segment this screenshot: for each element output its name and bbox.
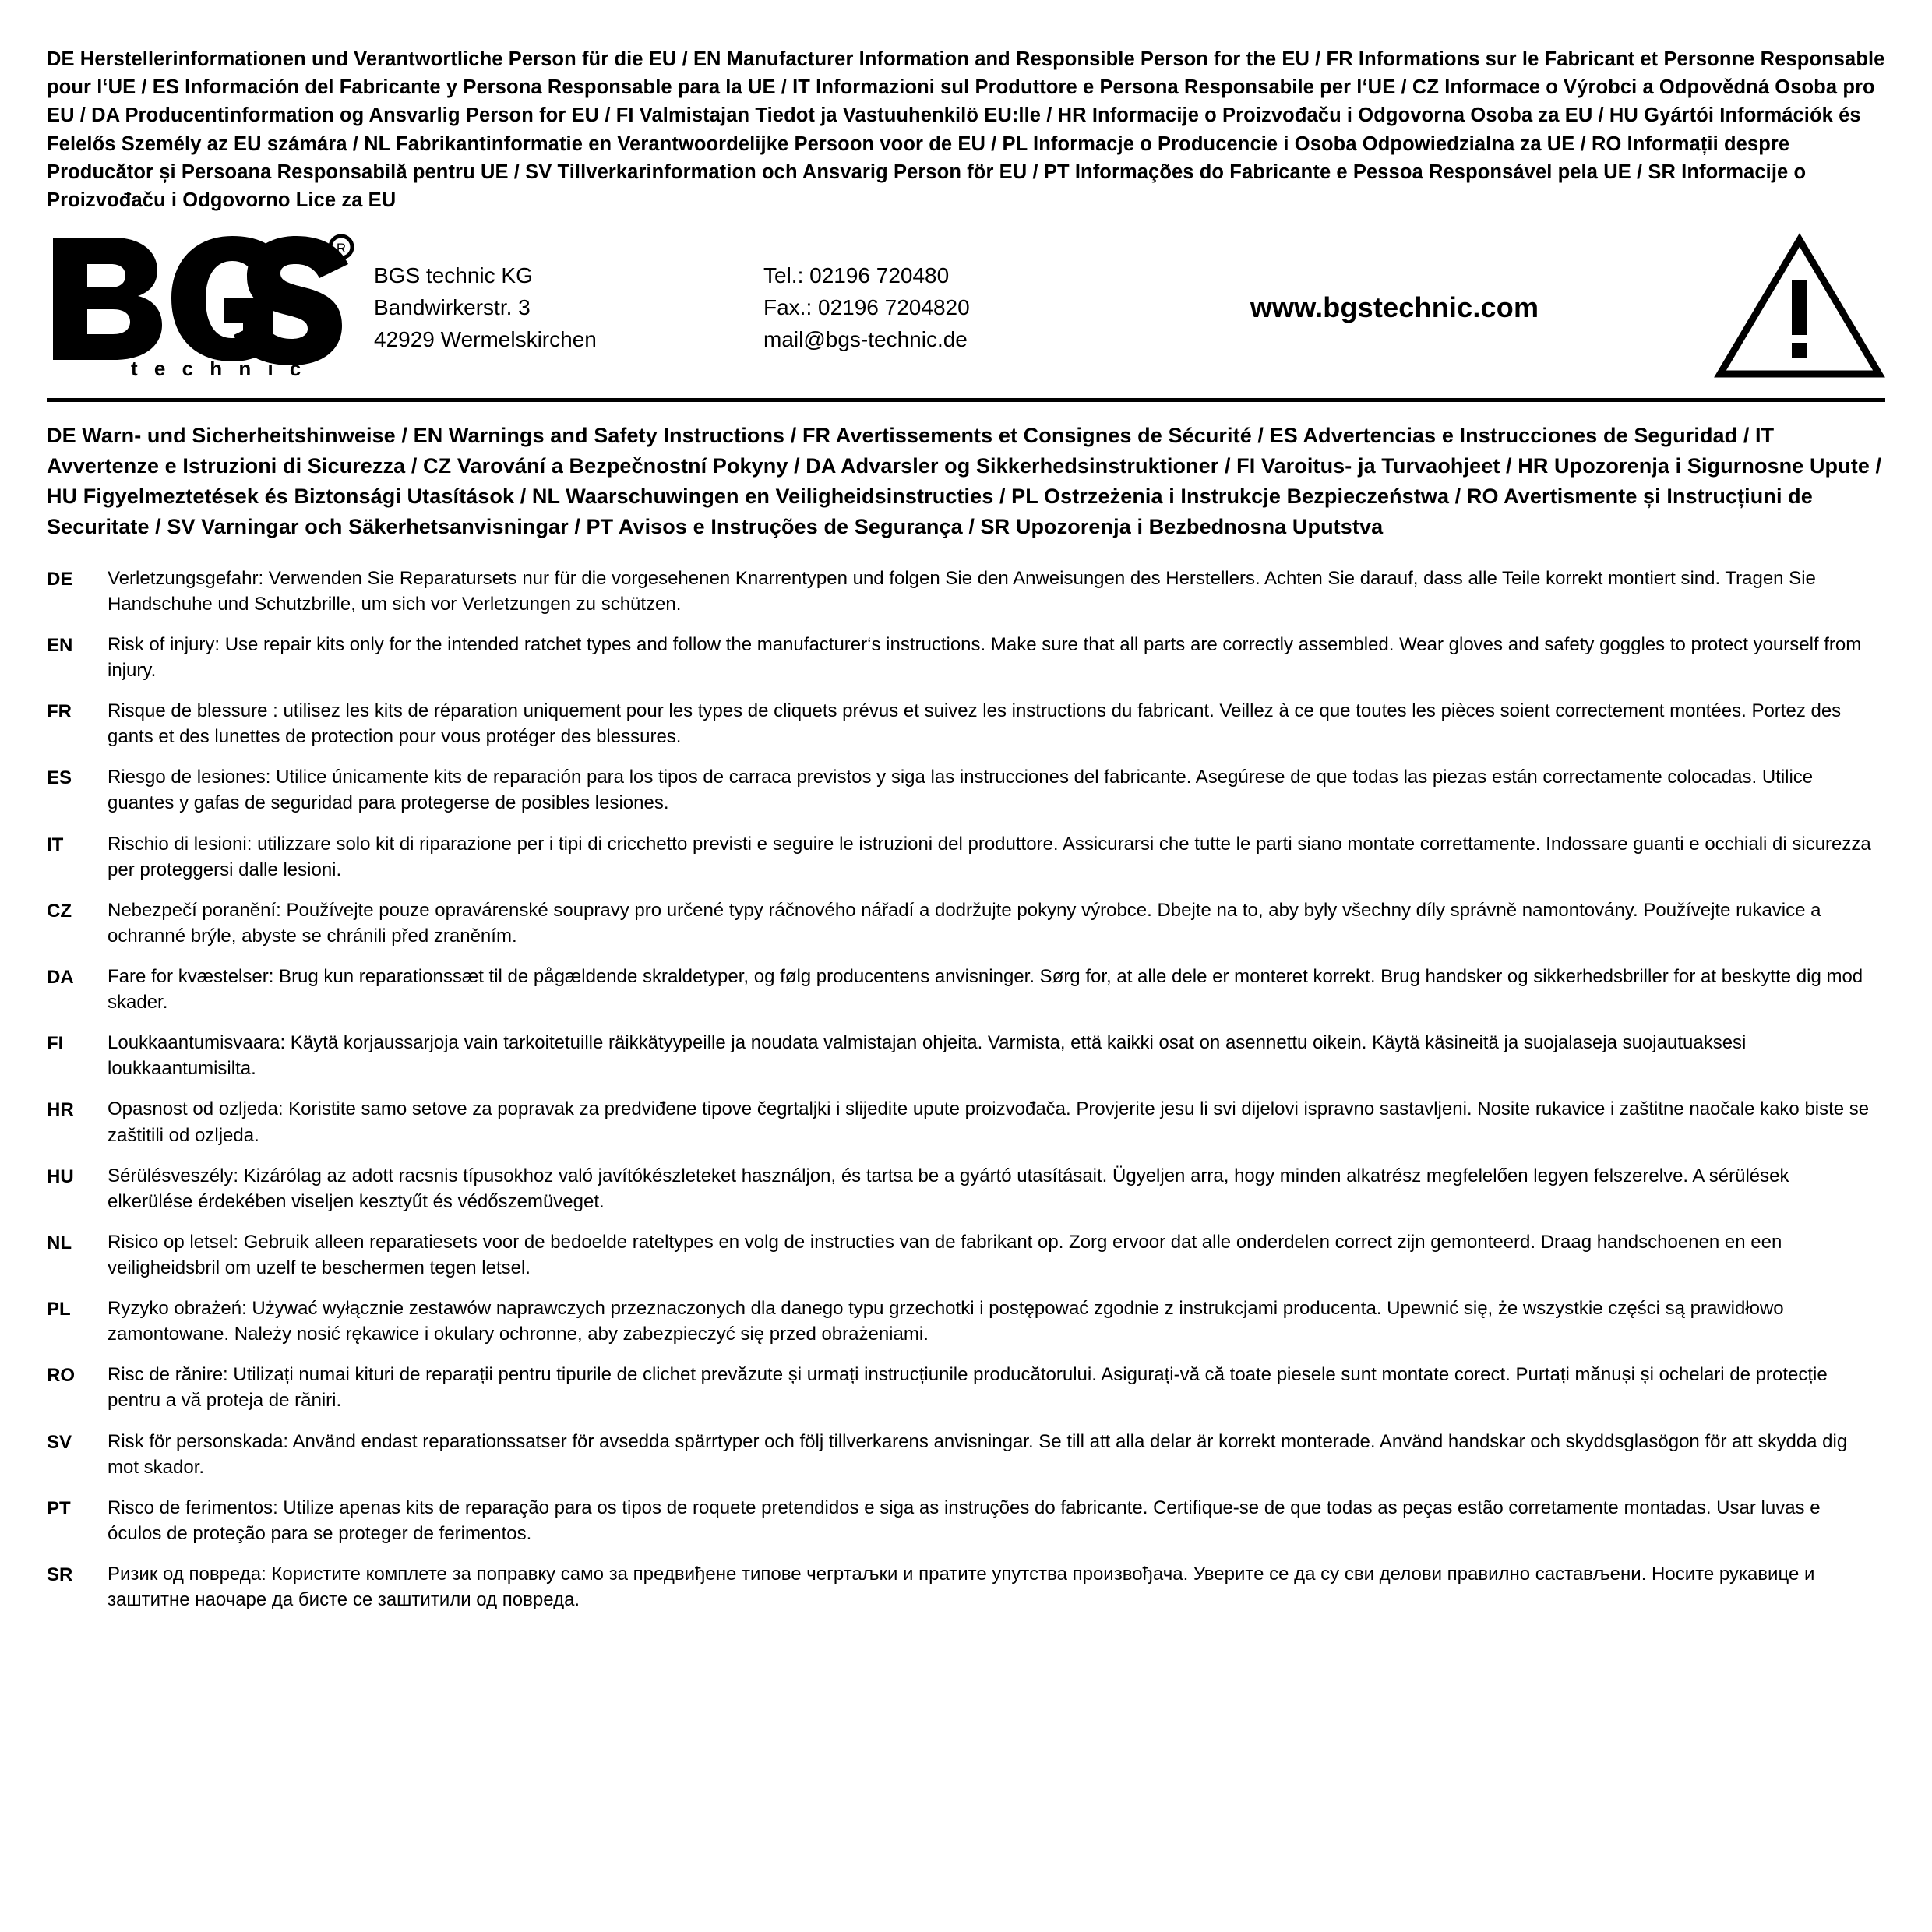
list-item [47,1362,1885,1413]
warning-triangle-svg [1714,232,1885,380]
list-item [47,964,1885,1015]
list-item [47,897,1885,949]
warning-text: Sérülésveszély: Kizárólag az adott racsnis típusokhoz való javítókészleteket használjon, és tartsa be a gyártó utasításait. Ügyeljen arra, hogy minden alkatrész megfelelően legyen felszerelve. A sérülések elkerülése érdekében viseljen kesztyűt és védőszemüveget. [108,1165,1789,1212]
list-item [47,1163,1885,1215]
company-email: mail@bgs-technic.de [763,326,968,351]
company-contact [763,257,1098,355]
list-item [47,1296,1885,1347]
language-code: ES [47,767,72,789]
list-item [47,1495,1885,1546]
warning-text: Ryzyko obrażeń: Używać wyłącznie zestawów naprawczych przeznaczonych dla danego typu grzechotki i postępować zgodnie z instrukcjami producenta. Upewnić się, że wszystkie części są prawidłowo zamontowane. Należy nosić rękawice i okulary ochronne, aby zabezpieczyć się przed obrażeniami. [108,1298,1784,1345]
warning-triangle-icon [1690,232,1885,380]
warning-text: Risco de ferimentos: Utilize apenas kits de reparação para os tipos de roquete pretendidos e siga as instruções do fabricante. Certifique-se de que todas as peças estão corretamente montadas. Usar luvas e óculos de proteção para se proteger de ferimentos. [108,1497,1821,1544]
company-street: Bandwirkerstr. 3 [374,294,531,319]
company-phone: Tel.: 02196 720480 [763,263,950,288]
bgs-logo-icon [47,231,358,368]
list-item [47,1096,1885,1148]
language-code: FR [47,701,72,723]
list-item [47,698,1885,749]
warning-text: Risico op letsel: Gebruik alleen reparatiesets voor de bedoelde rateltypes en volg de instructies van de fabrikant op. Zorg ervoor dat alle onderdelen correct zijn gemonteerd. Draag handschoenen en een veiligheidsbril om uzelf te beschermen tegen letsel. [108,1231,1782,1279]
warning-text: Riesgo de lesiones: Utilice únicamente kits de reparación para los tipos de carraca previstos y siga las instrucciones del fabricante. Asegúrese de que todas las piezas están correctamente colocadas. Utilice guantes y gafas de seguridad para protegerse de posibles lesiones. [108,767,1814,814]
list-item [47,831,1885,883]
language-code: SV [47,1431,72,1453]
warning-text: Risque de blessure : utilisez les kits de réparation uniquement pour les types de cliquets prévus et suivez les instructions du fabricant. Veillez à ce que toutes les pièces soient correctement montées. Portez des gants et des lunettes de protection pour vous protéger des blessures. [108,700,1842,748]
warning-text: Risk för personskada: Använd endast reparationssatser för avsedda spärrtyper och följ tillverkarens anvisningar. Se till att alla delar är korrekt monterade. Använd handskar och skyddsglasögon för att skydda dig mot skador. [108,1430,1848,1478]
language-code: EN [47,634,73,656]
warning-text: Risk of injury: Use repair kits only for the intended ratchet types and follow the manufacturer‘s instructions. Make sure that all parts are correctly assembled. Wear gloves and safety goggles to protect yourself from injury. [108,633,1862,682]
language-code: RO [47,1365,75,1387]
company-address [374,257,763,355]
list-item [47,1561,1885,1613]
language-code: DE [47,568,73,590]
warning-text: Loukkaantumisvaara: Käytä korjaussarjoja vain tarkoitetuille räikkätyypeille ja noudata valmistajan ohjeita. Varmista, että kaikki osat on asennettu oikein. Käytä käsineitä ja suojalaseja suojautuaksesi loukkaantumisilta. [108,1032,1747,1080]
language-code: FI [47,1033,64,1055]
bgs-logo-subtext: t e c h n i c [131,357,307,381]
language-code: DA [47,967,74,989]
warning-text: Fare for kvæstelser: Brug kun reparationssæt til de pågældende skraldetyper, og følg producentens anvisninger. Sørg for, at alle dele er monteret korrekt. Brug handsker og sikkerhedsbriller for at beskytte dig mod skader. [108,966,1863,1014]
company-website: www.bgstechnic.com [1250,291,1539,324]
language-code: PL [47,1299,71,1320]
company-fax: Fax.: 02196 7204820 [763,294,970,319]
list-item [47,1030,1885,1081]
warning-text: Opasnost od ozljeda: Koristite samo setove za popravak za predviđene tipove čegrtaljki i slijedite upute proizvođača. Provjerite jesu li svi dijelovi ispravno sastavljeni. Nosite rukavice i zaštitne naočale kako biste se zaštitili od ozljeda. [108,1098,1870,1146]
list-item [47,632,1885,683]
warning-text: Rischio di lesioni: utilizzare solo kit di riparazione per i tipi di cricchetto previsti e seguire le istruzioni del produttore. Assicurarsi che tutte le parti siano montate correttamente. Indossare guanti e occhiali di sicurezza per proteggersi dalle lesioni. [108,833,1871,880]
bgs-logo [47,231,374,381]
warnings-list [47,566,1885,1613]
list-item [47,1429,1885,1480]
safety-section-heading: DE Warn- und Sicherheitshinweise / EN Warnings and Safety Instructions / FR Avertissements et Consignes de Sécurité / ES Advertencias e Instrucciones de Seguridad / IT Avvertenze e Istruzioni di Sicurezza / CZ Varování a Bezpečnostní Pokyny / DA Advarsler og Sikkerhedsinstruktioner / FI Varoitus- ja Turvaohjeet / HR Upozorenja i Sigurnosne Upute / HU Figyelmeztetések és Biztonsági Utasítások / NL Waarschuwingen en Veiligheidsinstructies / PL Ostrzeżenia i Instrukcje Bezpieczeństwa / RO Avertismente și Instrucțiuni de Securitate / SV Varningar och Säkerhetsanvisningar / PT Avisos e Instruções de Segurança / SR Upozorenja i Bezbednosna Uputstva [47,424,1882,538]
language-code: SR [47,1564,73,1585]
company-city: 42929 Wermelskirchen [374,326,597,351]
company-name: BGS technic KG [374,263,533,288]
svg-text:R: R [336,241,347,256]
language-code: NL [47,1232,72,1253]
warning-text: Ризик од повреда: Користите комплете за поправку само за предвиђене типове чегртаљки и пратите упутства произвођача. Уверите се да су сви делови правилно састављени. Носите рукавице и заштитне наочаре да бисте се заштитили од повреда. [108,1564,1815,1611]
language-code: HR [47,1099,74,1121]
manufacturer-info-heading: DE Herstellerinformationen und Verantwortliche Person für die EU / EN Manufacturer Information and Responsible Person for the EU / FR Informations sur le Fabricant et Personne Responsable pour l‘UE / ES Información del Fabricante y Persona Responsable para la UE / IT Informazioni sul Produttore e Persona Responsabile per l‘UE / CZ Informace o Výrobci a Odpovědná Osoba pro EU / DA Producentinformation og Ansvarlig Person for EU / FI Valmistajan Tiedot ja Vastuuhenkilö EU:lle / HR Informacije o Proizvođaču i Odgovorna Osoba za EU / HU Gyártói Információk és Felelős Személy az EU számára / NL Fabrikantinformatie en Verantwoordelijke Persoon voor de EU / PL Informacje o Producencie i Osoba Odpowiedzialna za UE / RO Informații despre Producător și Persoana Responsabilă pentru UE / SV Tillverkarinformation och Ansvarig Person för EU / PT Informações do Fabricante e Pessoa Responsável pela UE / SR Informacije o Proizvođaču i Odgovorno Lice za EU [47,48,1885,212]
list-item [47,764,1885,816]
warning-text: Verletzungsgefahr: Verwenden Sie Reparatursets nur für die vorgesehenen Knarrentypen und folgen Sie den Anweisungen des Herstellers. Achten Sie darauf, dass alle Teile korrekt montiert sind. Tragen Sie Handschuhe und Schutzbrille, um sich vor Verletzungen zu schützen. [108,567,1816,615]
language-code: HU [47,1165,74,1187]
language-code: IT [47,834,64,855]
language-code: PT [47,1497,71,1519]
list-item [47,566,1885,617]
language-code: CZ [47,900,72,922]
list-item [47,1229,1885,1281]
company-header [47,231,1885,402]
warning-text: Risc de rănire: Utilizați numai kituri de reparații pentru tipurile de clichet prevăzute și urmați instrucțiunile producătorului. Asigurați-vă că toate piesele sunt montate corect. Purtați mănuși și ochelari de protecție pentru a vă proteja de răniri. [108,1364,1828,1412]
warning-text: Nebezpečí poranění: Používejte pouze opravárenské soupravy pro určené typy ráčnového nářadí a dodržujte pokyny výrobce. Dbejte na to, aby byly všechny díly správně namontovány. Používejte rukavice a ochranné brýle, abyste se chránili před zraněním. [108,899,1821,947]
